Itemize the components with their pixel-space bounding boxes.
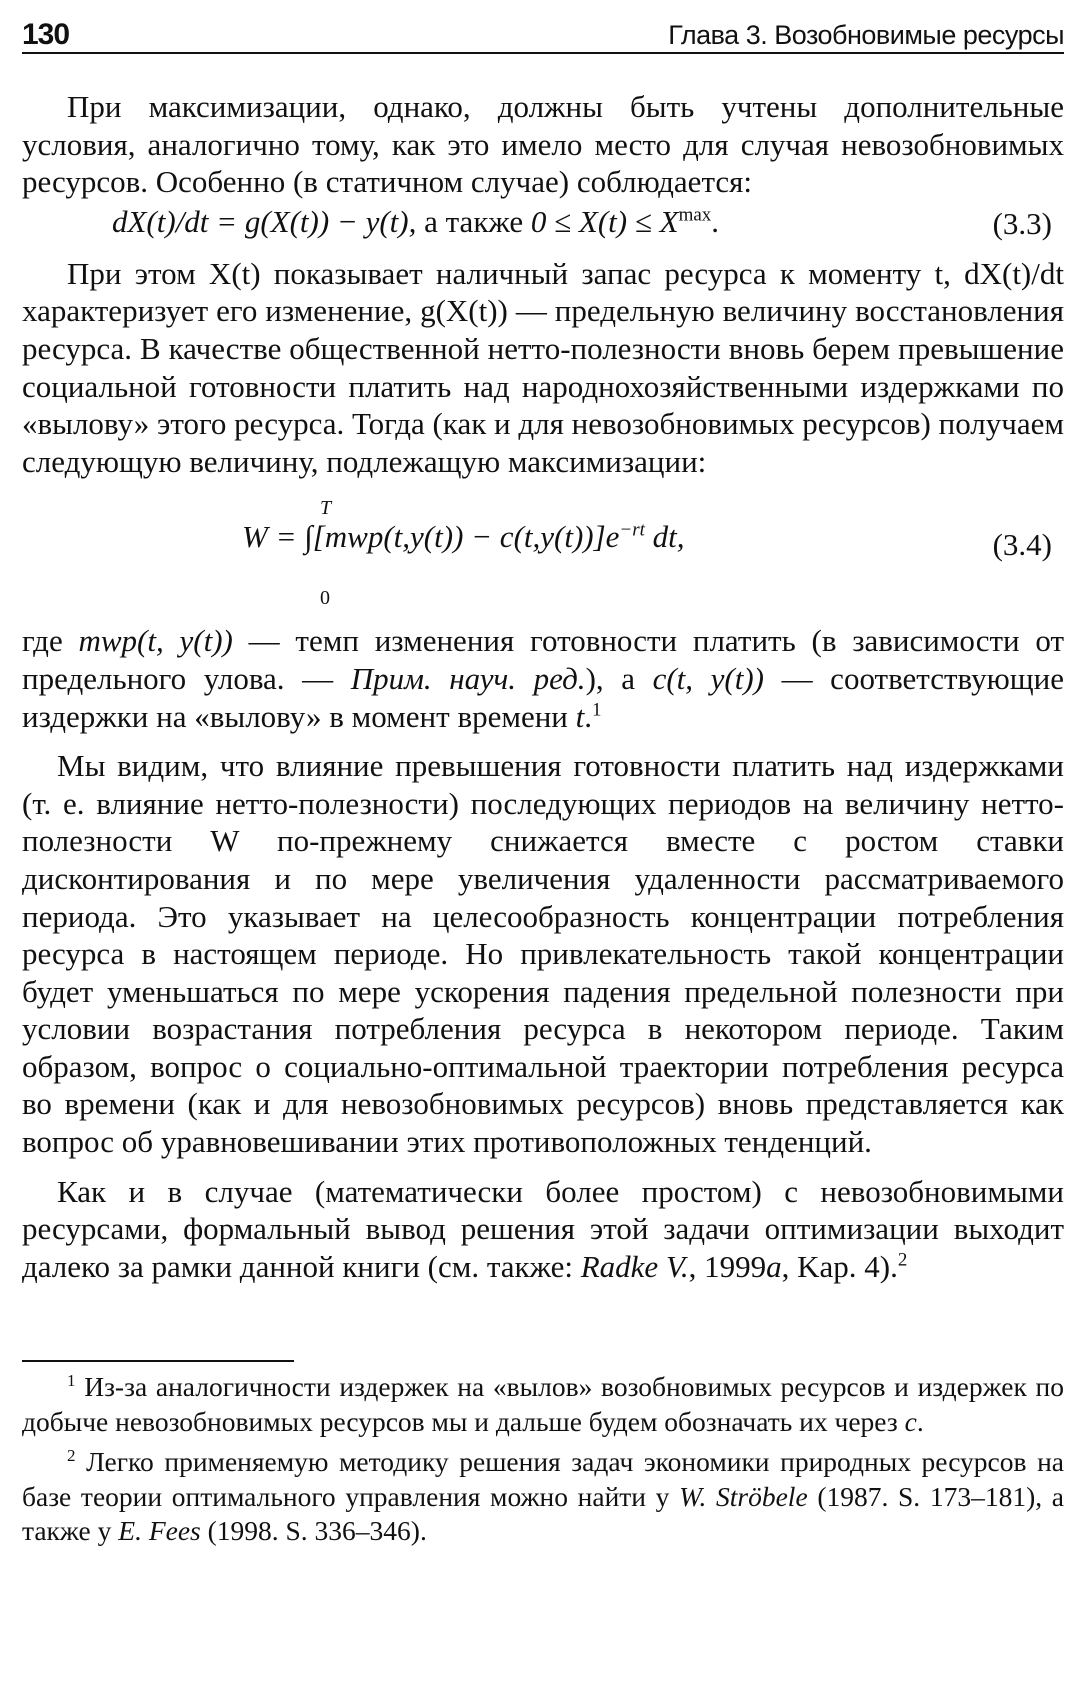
integral-upper-limit: T [320,497,332,520]
running-title: Глава 3. Возобновимые ресурсы [668,20,1064,50]
equation-3-3 [22,203,1064,243]
footnotes [22,1370,1064,1555]
main-text [22,88,1064,1285]
paragraph-4: Мы видим, что влияние превышения готовности платить над издержками (т. е. влияние нетто-полезности) последующих периодов на величину нетто-полезности W по-прежнему снижается вместе с ростом ставки дисконтирования и по мере увеличения удаленности рассматриваемого периода. Это указывает на целесообразность концентрации потребления ресурса в настоящем периоде. Но привлекательность такой концентрации будет уменьшаться по мере ускорения падения предельной полезности при условии возрастания потребления ресурса в некотором периоде. Таким образом, вопрос о социально-оптимальной траектории потребления ресурса во времени (как и для невозобновимых ресурсов) вновь представляется как вопрос об уравновешивании этих противоположных тенденций. [22,748,1064,1160]
equation-number: (3.4) [992,527,1052,563]
footnote-separator [22,1360,294,1362]
page-number: 130 [22,18,70,51]
paragraph-3: где mwp(t, y(t)) — темп изменения готовности платить (в зависимости от предельного улова. — Прим. науч. ред.), а c(t, y(t)) — соответствующие издержки на «вылову» в момент времени t.$^1$ [22,623,1065,734]
paragraph-1: При максимизации, однако, должны быть учтены дополнительные условия, аналогично тому, как это имело место для случая невозобновимых ресурсов. Особенно (в статичном случае) соблюдается: [22,89,1064,200]
equation-3-3-expression: dX(t)/dt = g(X(t)) − y(t), а также $0 \le X(t) \le X^{max}$. [112,203,720,239]
equation-3-4-expression: $W = \int[mwp(t,y(t)) - c(t,y(t))]e^{-rt}$ dt, [242,519,685,555]
footnote-ref-1[interactable]: 1 [592,699,602,721]
footnote-1: $^1$ Из-за аналогичности издержек на «вылов» возобновимых ресурсов и издержек по добыче невозобновимых ресурсов мы и дальше будем обозначать их через c. [22,1370,1064,1437]
equation-number: (3.3) [992,205,1052,241]
footnote-ref-2[interactable]: 2 [897,1249,908,1271]
integral-lower-limit: 0 [320,587,330,610]
paragraph-2: При этом X(t) показывает наличный запас ресурса к моменту t, dX(t)/dt характеризует его изменение, g(X(t)) — предельную величину восстановления ресурса. В качестве общественной нетто-полезности вновь берем превышение социальной готовности платить над народнохозяйственными издержками по «вылову» этого ресурса. Тогда (как и для невозобновимых ресурсов) получаем следующую величину, подлежащую максимизации: [22,255,1064,479]
page-header [22,18,1064,54]
paragraph-5: Как и в случае (математически более простом) с невозобновимыми ресурсами, формальный вывод решения этой задачи оптимизации выходит далеко за рамки данной книги (см. также: Radke V., 1999a, Kap. 4).$^2$ [22,1173,1064,1284]
equation-3-4 [22,490,1064,608]
footnote-2: $^2$ Легко применяемую методику решения задач экономики природных ресурсов на базе теории оптимального управления можно найти у W. Ströbele (1987. S. 173–181), а также у E. Fees (1998. S. 336–346). [22,1445,1064,1546]
